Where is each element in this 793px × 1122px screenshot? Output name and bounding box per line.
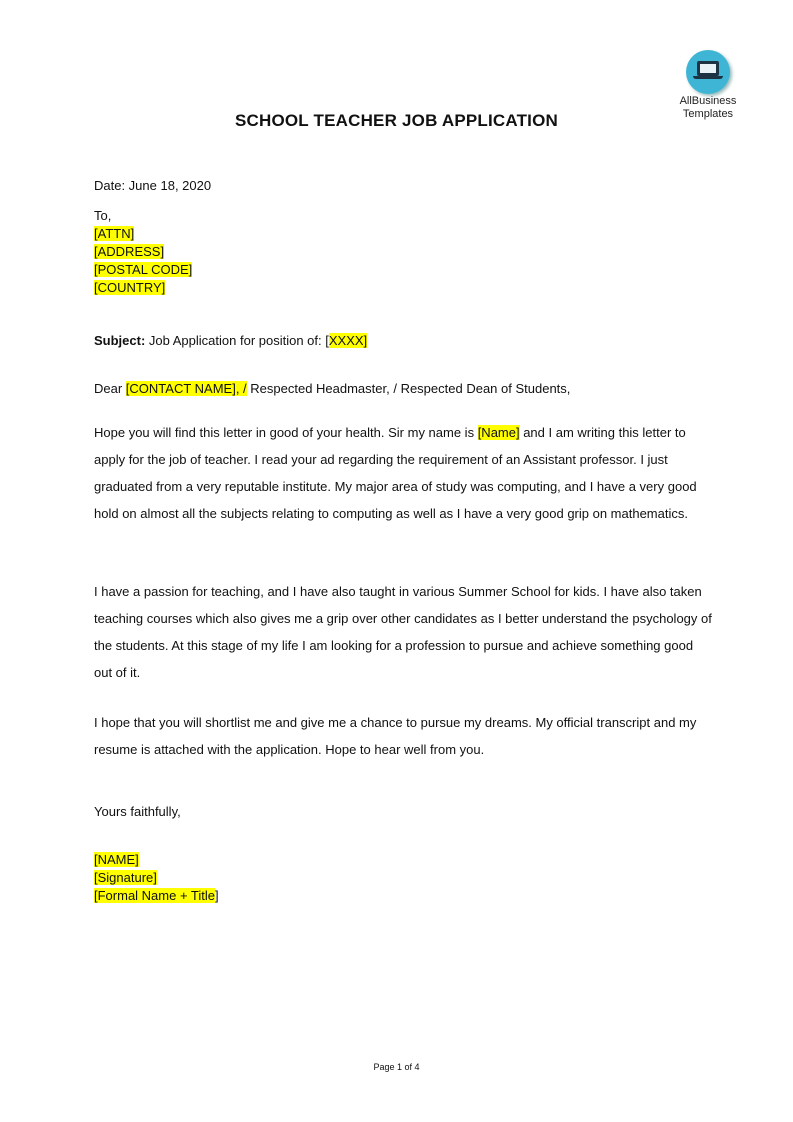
greeting-prefix: Dear xyxy=(94,381,126,396)
recipient-postal-code: [POSTAL CODE] xyxy=(94,262,193,277)
body-paragraph-2: I have a passion for teaching, and I have also taught in various Summer School for kids. I have also taken teaching courses which also gives me a grip over other candidates as I better understand the psychology of the students. At this stage of my life I am looking for a profession to pursue and achieve something good out of it. xyxy=(94,584,712,680)
p1-text-start: Hope you will find this letter in good of your health. Sir my name is xyxy=(94,425,478,440)
document-title: SCHOOL TEACHER JOB APPLICATION xyxy=(234,111,559,130)
p1-text-end: and I am writing this letter to apply for the job of teacher. I read your ad regarding the requirement of an Assistant professor. I just graduated from a very reputable institute. My major area of study was computing, and I have a very good hold on almost all the subjects relating to computing as well as I have a very good grip on mathematics. xyxy=(94,425,697,521)
date-line: Date: June 18, 2020 xyxy=(94,178,212,193)
subject-placeholder: XXXX] xyxy=(328,333,368,348)
formal-name-title: [Formal Name + Title xyxy=(94,888,216,903)
recipient-country: [COUNTRY] xyxy=(94,280,166,295)
name-placeholder: [Name] xyxy=(477,425,520,440)
signer-name: [NAME] xyxy=(94,852,139,867)
recipient-address: [ADDRESS] xyxy=(94,244,165,259)
subject-text: Job Application for position of: [ xyxy=(145,333,329,348)
recipient-salutation: To, xyxy=(94,208,112,223)
greeting-rest: Respected Headmaster, / Respected Dean of Students, xyxy=(246,381,571,396)
greeting-line xyxy=(94,380,570,398)
allbusiness-templates-logo xyxy=(668,50,748,120)
body-paragraph-1 xyxy=(94,419,714,527)
body-paragraph-3: I hope that you will shortlist me and give me a chance to pursue my dreams. My official transcript and my resume is attached with the application. Hope to hear well from you. xyxy=(94,715,697,757)
subject-label: Subject: xyxy=(94,333,146,348)
recipient-attn: [ATTN] xyxy=(94,226,135,241)
logo-text-line1: AllBusiness xyxy=(679,95,737,107)
page-number: Page 1 of 4 xyxy=(373,1062,420,1072)
laptop-icon xyxy=(686,50,730,94)
subject-line xyxy=(94,332,367,350)
greeting-contact-placeholder: [CONTACT NAME], / xyxy=(125,381,247,396)
logo-text-line2: Templates xyxy=(682,108,734,120)
signature-placeholder: [Signature] xyxy=(94,870,157,885)
formal-name-bracket: ] xyxy=(215,888,219,903)
sign-off: Yours faithfully, xyxy=(94,804,181,819)
